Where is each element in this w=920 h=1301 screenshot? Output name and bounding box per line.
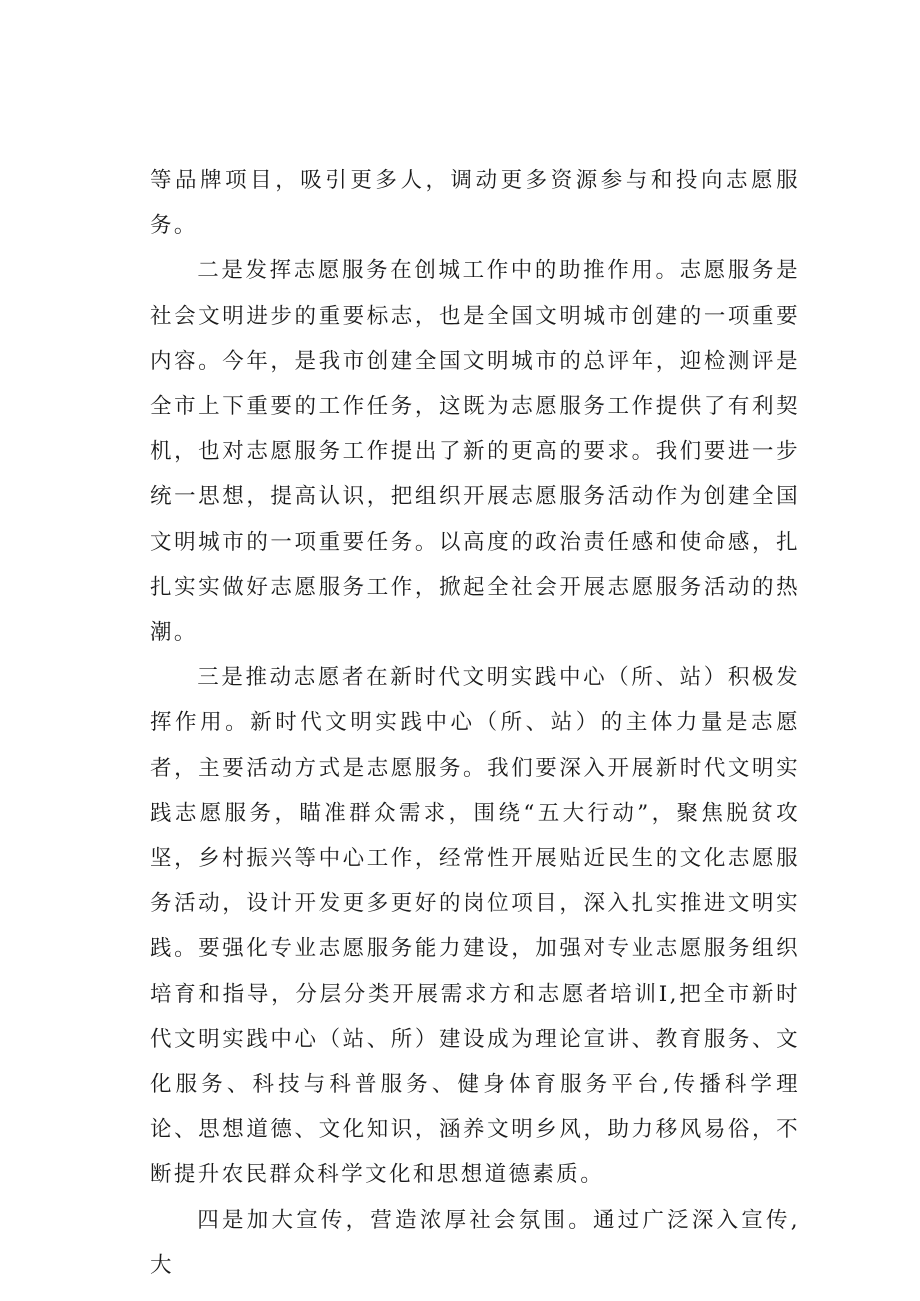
document-page — [150, 158, 800, 1288]
paragraph-point-two: 二是发挥志愿服务在创城工作中的助推作用。志愿服务是社会文明进步的重要标志，也是全国文明城市创建的一项重要内容。今年，是我市创建全国文明城市的总评年，迎检测评是全市上下重要的工作任务，这既为志愿服务工作提供了有利契机，也对志愿服务工作提出了新的更高的要求。我们要进一步统一思想，提高认识，把组织开展志愿服务活动作为创建全国文明城市的一项重要任务。以高度的政治责任感和使命感，扎扎实实做好志愿服务工作，掀起全社会开展志愿服务活动的热潮。 — [150, 258, 800, 646]
paragraph-continuation: 等品牌项目，吸引更多人，调动更多资源参与和投向志愿服务。 — [150, 168, 800, 239]
paragraph-point-three: 三是推动志愿者在新时代文明实践中心（所、站）积极发挥作用。新时代文明实践中心（所、站）的主体力量是志愿者，主要活动方式是志愿服务。我们要深入开展新时代文明实践志愿服务，瞄准群众需求，围绕“五大行动”，聚焦脱贫攻坚，乡村振兴等中心工作，经常性开展贴近民生的文化志愿服务活动，设计开发更多更好的岗位项目，深入扎实推进文明实践。要强化专业志愿服务能力建设，加强对专业志愿服务组织培育和指导，分层分类开展需求方和志愿者培训I,把全市新时代文明实践中心（站、所）建设成为理论宣讲、教育服务、文化服务、科技与科普服务、健身体育服务平台,传播科学理论、思想道德、文化知识，涵养文明乡风，助力移风易俗，不断提升农民群众科学文化和思想道德素质。 — [150, 665, 800, 1188]
paragraph-point-four: 四是加大宣传，营造浓厚社会氛围。通过广泛深入宣传,大 — [150, 1207, 800, 1278]
